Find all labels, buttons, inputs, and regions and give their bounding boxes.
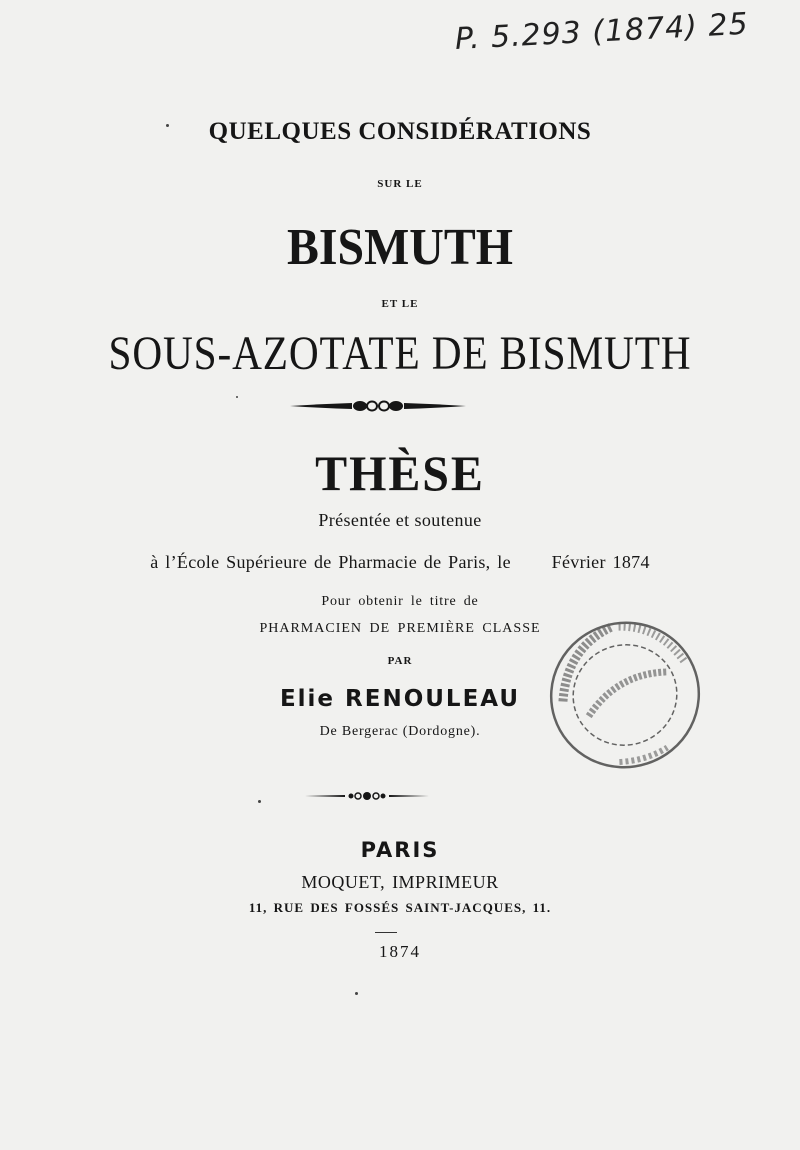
connector-sur-le: SUR LE — [377, 178, 423, 190]
thesis-label: THÈSE — [315, 445, 485, 501]
paper-speck — [236, 396, 238, 398]
connector-et-le: ET LE — [381, 298, 419, 310]
by-label: PAR — [387, 655, 413, 667]
printer-name: MOQUET, IMPRIMEUR — [301, 872, 499, 892]
imprint-year: 1874 — [379, 942, 421, 961]
decorative-rule-icon — [305, 790, 429, 802]
title-main: BISMUTH — [287, 219, 513, 276]
paper-speck — [258, 800, 261, 803]
degree-line: PHARMACIEN DE PREMIÈRE CLASSE — [259, 621, 541, 636]
call-number: P. 5.293 (1874) 25 — [454, 6, 750, 57]
imprint-city: PARIS — [360, 838, 440, 862]
paper-speck — [166, 124, 169, 127]
presented-line: Présentée et soutenue — [318, 510, 482, 530]
library-stamp-icon — [544, 612, 706, 778]
short-rule — [375, 932, 397, 933]
title-top: QUELQUES CONSIDÉRATIONS — [208, 118, 592, 145]
printer-address: 11, RUE DES FOSSÉS SAINT-JACQUES, 11. — [248, 900, 552, 915]
title-second: SOUS-AZOTATE DE BISMUTH — [108, 327, 692, 380]
school-line: à l’École Supérieure de Pharmacie de Paris, le Février 1874 — [150, 552, 650, 572]
author-name: Elie RENOULEAU — [279, 686, 521, 712]
author-origin: De Bergerac (Dordogne). — [319, 724, 481, 739]
paper-speck — [355, 992, 358, 995]
decorative-rule-icon — [290, 398, 466, 414]
purpose-line: Pour obtenir le titre de — [321, 594, 479, 609]
